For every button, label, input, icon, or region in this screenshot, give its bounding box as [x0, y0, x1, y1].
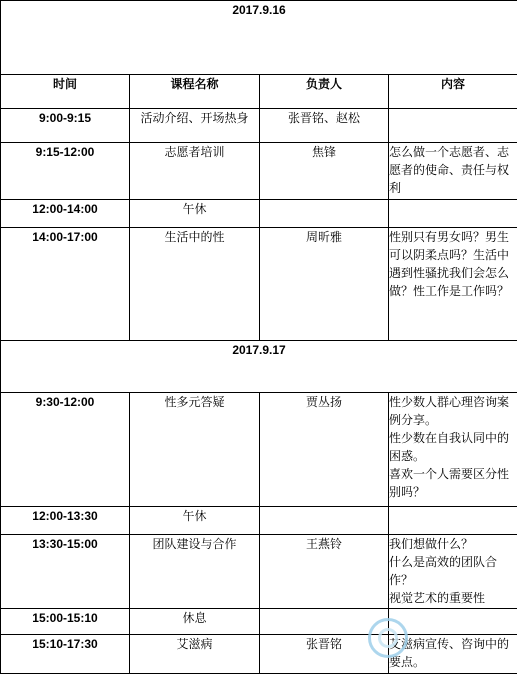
day1-date: 2017.9.16 [1, 1, 517, 75]
owner-cell: 贾丛扬 [260, 393, 389, 507]
owner-cell: 王燕铃 [260, 535, 389, 609]
table-row [1, 507, 517, 535]
content-line: 怎么做一个志愿者、志愿者的使命、责任与权利 [389, 145, 510, 195]
course-cell: 休息 [130, 609, 260, 635]
content-cell [389, 393, 517, 507]
time-cell: 12:00-13:30 [1, 507, 130, 535]
content-cell [389, 535, 517, 609]
time-cell: 9:15-12:00 [1, 143, 130, 200]
table-row [1, 635, 517, 674]
content-line: 什么是高效的团队合作？ [389, 555, 498, 587]
header-course: 课程名称 [130, 75, 260, 109]
course-cell: 午休 [130, 507, 260, 535]
content-cell [389, 228, 517, 341]
content-cell [389, 143, 517, 200]
content-cell [389, 507, 517, 535]
course-cell: 志愿者培训 [130, 143, 260, 200]
header-content: 内容 [389, 75, 517, 109]
content-line: 艾滋病宣传、咨询中的要点。 [389, 637, 510, 669]
content-line: 性少数人群心理咨询案例分享。 [389, 395, 510, 427]
course-cell: 活动介绍、开场热身 [130, 109, 260, 143]
time-cell: 9:00-9:15 [1, 109, 130, 143]
table-row [1, 200, 517, 228]
time-cell: 9:30-12:00 [1, 393, 130, 507]
watermark-logo-icon [368, 618, 408, 658]
owner-cell: 张晋铭 [260, 635, 389, 674]
owner-cell [260, 200, 389, 228]
table-row [1, 393, 517, 507]
time-cell: 13:30-15:00 [1, 535, 130, 609]
content-line: 视觉艺术的重要性 [389, 591, 486, 605]
header-row [1, 75, 517, 109]
header-owner: 负责人 [260, 75, 389, 109]
time-cell: 12:00-14:00 [1, 200, 130, 228]
header-time: 时间 [1, 75, 130, 109]
day2-date-row [1, 341, 517, 393]
time-cell: 15:10-17:30 [1, 635, 130, 674]
content-cell [389, 200, 517, 228]
table-row [1, 535, 517, 609]
course-cell: 艾滋病 [130, 635, 260, 674]
course-cell: 生活中的性 [130, 228, 260, 341]
content-cell [389, 109, 517, 143]
content-cell [389, 609, 517, 635]
content-line: 喜欢一个人需要区分性别吗？ [389, 467, 510, 499]
time-cell: 14:00-17:00 [1, 228, 130, 341]
course-cell: 团队建设与合作 [130, 535, 260, 609]
time-cell: 15:00-15:10 [1, 609, 130, 635]
course-cell: 午休 [130, 200, 260, 228]
day1-date-row [1, 1, 517, 75]
owner-cell: 周昕雅 [260, 228, 389, 341]
content-line: 性少数在自我认同中的困惑。 [389, 431, 510, 463]
table-row [1, 143, 517, 200]
content-line: 我们想做什么？ [389, 537, 474, 551]
owner-cell [260, 507, 389, 535]
table-row [1, 228, 517, 341]
table-row [1, 109, 517, 143]
table-row [1, 609, 517, 635]
owner-cell: 张晋铭、赵松 [260, 109, 389, 143]
day2-date: 2017.9.17 [1, 341, 517, 393]
course-cell: 性多元答疑 [130, 393, 260, 507]
owner-cell: 焦锋 [260, 143, 389, 200]
content-line: 性别只有男女吗？男生可以阴柔点吗？生活中遇到性骚扰我们会怎么做？性工作是工作吗？ [389, 230, 510, 298]
